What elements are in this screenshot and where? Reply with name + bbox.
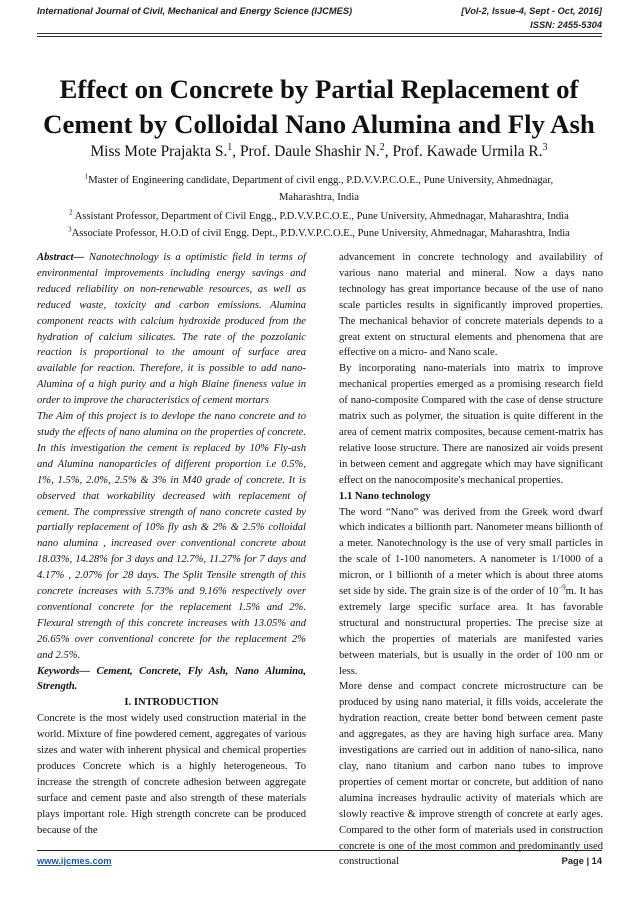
title-line-2: Cement by Colloidal Nano Alumina and Fly Ash bbox=[43, 109, 595, 139]
right-paragraph-3 bbox=[339, 505, 603, 680]
author-2-sup: 2 bbox=[379, 141, 385, 153]
footer-rule bbox=[37, 850, 602, 851]
author-3-sup: 3 bbox=[542, 141, 548, 153]
right-paragraph-4: More dense and compact concrete microstructure can be produced by using nano material, it fills voids, accelerate the hydration reaction, create better bond between cement paste and aggregates, as they are having high surface area. Many investigations are carried out in addition of nano-silica, nano clay, nano titanium and carbon nano tubes to improve properties of cement mortar or concrete, but addition of nano alumina increases hydraulic activity of materials which are slowly reactive & improve strength of concrete at early ages. Compared to the other form of materials used in construction concrete is one of the most common and predominantly used constructional bbox=[339, 681, 603, 868]
author-1-sup: 1 bbox=[227, 141, 233, 153]
keywords: Keywords— Cement, Concrete, Fly Ash, Nano Alumina, Strength. bbox=[37, 665, 306, 693]
aff-3-text: Associate Professor, H.O.D of civil Engg. Dept., P.D.V.V.P.C.O.E., Pune University, Ahmednagar, Maharashtra, India bbox=[71, 228, 570, 239]
aff-2-text: Assistant Professor, Department of Civil Engg., P.D.V.V.P.C.O.E., Pune University, Ahmednagar, Maharashtra, India bbox=[72, 211, 569, 222]
author-sep-2: , bbox=[384, 143, 393, 160]
author-1: Miss Mote Prajakta S. bbox=[90, 143, 228, 160]
aff-1-line-1: Master of Engineering candidate, Department of civil engg., P.D.V.V.P.C.O.E., Pune University, Ahmednagar, bbox=[88, 175, 554, 186]
right-paragraph-1: advancement in concrete technology and availability of various nano material and mineral. Now a days nano technology has great importance because of the use of nano scale particles results in significantly improved properties. The mechanical behavior of concrete materials depends to a great extent on structural elements and phenomena that are effective on a micro- and Nano scale. bbox=[339, 252, 603, 359]
exponent: −9 bbox=[558, 584, 566, 592]
affiliation-1 bbox=[50, 172, 588, 206]
journal-name: International Journal of Civil, Mechanical and Energy Science (IJCMES) bbox=[37, 6, 353, 16]
abstract-text-1: Nanotechnology is a optimistic field in terms of environmental improvements including energy savings and reduced reliability on non-renewable resources, as well as reduced waste, toxicity and carbon emissions. Alumina component reacts with calcium hydroxide produced from the hydration of calcium silicates. The rate of the pozzolanic reaction is proportional to the amount of surface area available for reaction. Therefore, it is possible to add nano- Alumina of a high purity and a high Blaine fineness value in order to improve the characteristics of cement mortars bbox=[37, 252, 306, 407]
intro-paragraph-1: Concrete is the most widely used construction material in the world. Mixture of fine powdered cement, aggregates of various sizes and water with inherent physical and chemical properties produces Concrete which is a highly heterogeneous. To increase the strength of concrete adhesion between aggregate surface and cement paste and also strength of these materials plays important role. High strength concrete can be produced because of the bbox=[37, 713, 306, 836]
right-paragraph-3b: m. It has extremely large specific surface area. It has favorable structural and nonstructural properties. The precise size at which the properties of materials are manifested varies between materials, but is usually in the order of 100 nm or less. bbox=[339, 586, 603, 677]
affiliation-2 bbox=[50, 208, 588, 225]
right-paragraph-3a: The word “Nano” was derived from the Greek word dwarf which indicates a billionth part. Nanometer means billionth of a meter. Nanotechnology is the use of very small particles in the scale of 1-100 nanometers. A nanometer is 1/1000 of a micron, or 1 billionth of a meter which is about three atoms set side by side. The grain size is of the order of 10 bbox=[339, 506, 603, 598]
right-column bbox=[339, 250, 603, 870]
author-list bbox=[20, 143, 618, 161]
author-3: Prof. Kawade Urmila R. bbox=[392, 143, 543, 160]
page-number: Page | 14 bbox=[561, 856, 602, 866]
right-paragraph-2: By incorporating nano-materials into matrix to improve mechanical properties emerged as a promising research field of nano-composite Compared with the case of dense structure matrix such as polymer, the situation is quite different in the area of cement matrix composites, because cement-matrix has relative loose structure. There are nanosized air voids present in between cement and aggregate which may have significant effect on the nanocomposite's mechanical properties. bbox=[339, 363, 603, 486]
subsection-heading-nano-technology: 1.1 Nano technology bbox=[339, 490, 431, 502]
left-column bbox=[37, 250, 306, 839]
author-sep-1: , bbox=[232, 143, 240, 160]
paper-title bbox=[20, 72, 618, 142]
aff-1-line-2: Maharashtra, India bbox=[278, 192, 359, 203]
author-2: Prof. Daule Shashir N. bbox=[240, 143, 380, 160]
header-rule-1 bbox=[37, 33, 602, 34]
affiliation-3 bbox=[50, 225, 588, 242]
abstract-paragraph-2: The Aim of this project is to devlope the nano concrete and to study the effects of nano alumina on the properties of concrete. In this investigation the cement is replaced by 10% Fly-ash and Alumina nanoparticles of different proportion i.e 0.5%, 1%, 1.5%, 2.0%, 2.5% & 3% in M40 grade of concrete. It is observed that workability decreased with replacement of cement. The compressive strength of nano concrete casted by partially replacement of 10% fly ash & 2% & 2.5% colloidal nano alumina , increased over conventional concrete about 18.03%, 14.28% for 3 days and 12.7%, 11.27% for 7 days and 4.17% , 2.07% for 28 days. The Split Tensile strength of this concrete increases with 5.73% and 9.16% respectively over conventional concrete for the replacement 1.5% and 2%. Flexural strength of this concrete increases with 13.05% and 26.65% over conventional concrete for the replacement 2% and 2.5%. bbox=[37, 411, 306, 661]
title-line-1: Effect on Concrete by Partial Replacement of bbox=[59, 74, 579, 104]
abstract-paragraph-1 bbox=[37, 250, 306, 409]
aff-2-sup: 2 bbox=[69, 209, 73, 217]
journal-website-link[interactable]: www.ijcmes.com bbox=[37, 856, 112, 866]
section-heading-introduction: I. INTRODUCTION bbox=[124, 697, 219, 709]
issn: ISSN: 2455-5304 bbox=[530, 20, 602, 30]
aff-3-sup: 3 bbox=[68, 226, 72, 234]
abstract-label: Abstract— bbox=[37, 252, 85, 263]
aff-1-sup: 1 bbox=[84, 173, 89, 181]
volume-info: [Vol-2, Issue-4, Sept - Oct, 2016] bbox=[461, 6, 602, 16]
header-rule-2 bbox=[37, 36, 602, 37]
